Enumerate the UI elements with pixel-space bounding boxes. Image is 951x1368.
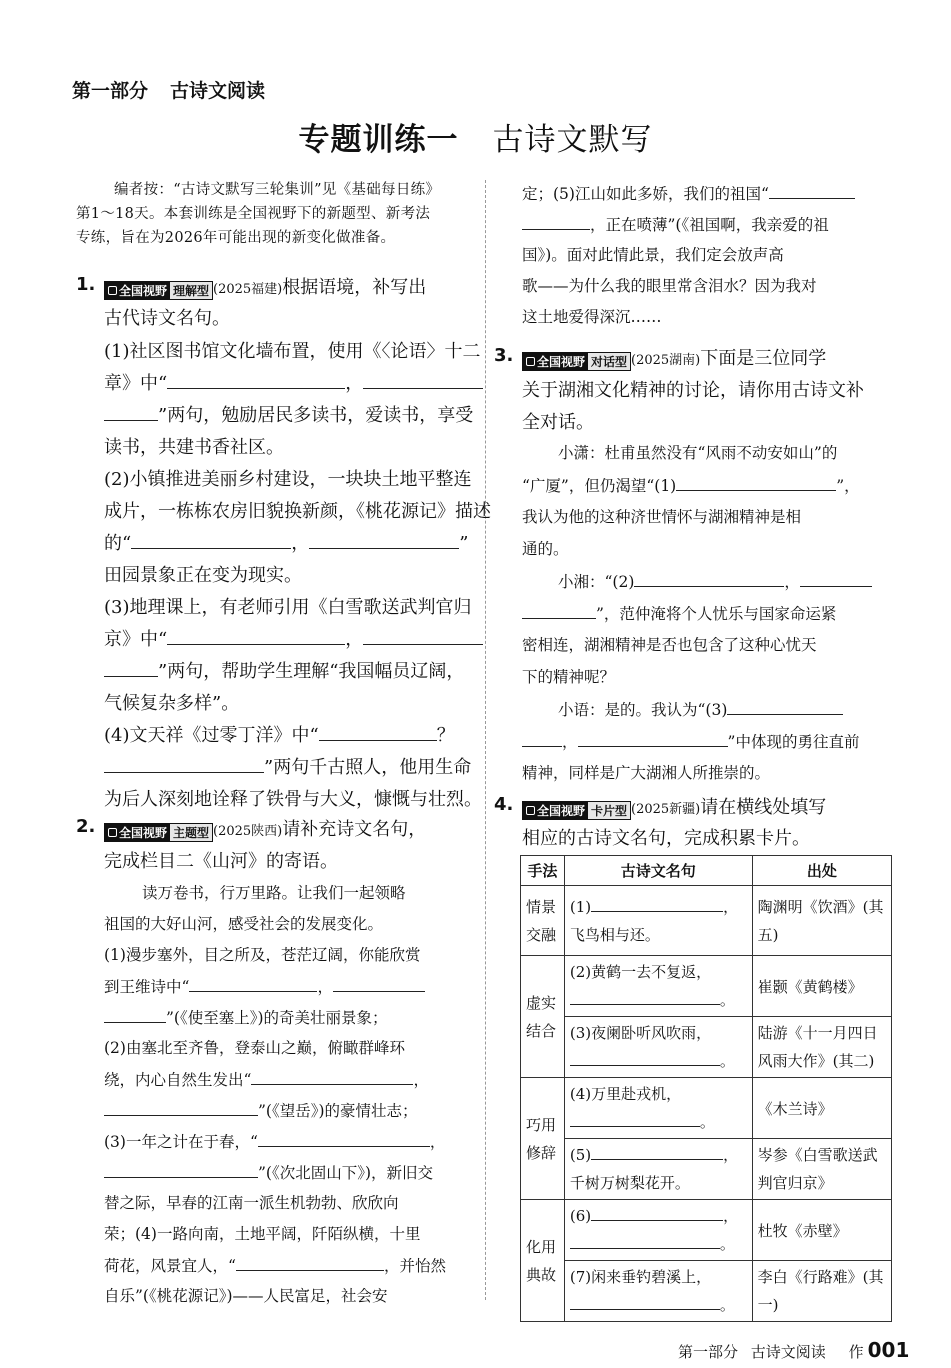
answer-blank[interactable] (251, 1067, 413, 1085)
answer-blank[interactable] (591, 1142, 723, 1160)
technique-cell: 情景交融 (521, 886, 565, 956)
technique-cell: 巧用修辞 (521, 1078, 565, 1200)
globe-icon (526, 357, 535, 366)
answer-blank[interactable] (319, 723, 437, 741)
answer-blank[interactable] (591, 1203, 723, 1221)
table-row (521, 1078, 892, 1139)
answer-blank[interactable] (189, 974, 317, 992)
technique-cell: 虚实结合 (521, 956, 565, 1078)
question-number: 4. (494, 794, 514, 815)
answer-blank[interactable] (591, 894, 723, 912)
globe-icon (526, 806, 535, 815)
answer-blank[interactable] (104, 755, 264, 773)
answer-blank[interactable] (131, 531, 291, 549)
table-row (521, 886, 892, 956)
answer-blank[interactable] (522, 212, 590, 230)
header-technique: 手法 (521, 856, 565, 886)
globe-icon (108, 828, 117, 837)
source-cell: 李白《行路难》(其一) (752, 1261, 891, 1322)
type-badge: 全国视野 对话型 (522, 352, 631, 371)
verse-cell: (4)万里赴戎机， 。 (564, 1078, 752, 1139)
source-cell: 陆游《十一月四日风雨大作》(其二) (752, 1017, 891, 1078)
question-number: 3. (494, 345, 514, 366)
footer-zuo: 作 (848, 1343, 864, 1361)
title-sub: 古诗文默写 (492, 122, 653, 158)
answer-blank[interactable] (104, 403, 158, 421)
part-label: 第一部分 (72, 80, 149, 102)
answer-blank[interactable] (522, 601, 596, 619)
header-verse: 古诗文名句 (564, 856, 752, 886)
answer-blank[interactable] (578, 729, 728, 747)
answer-blank[interactable] (570, 1292, 720, 1310)
title-main: 专题训练一 (298, 122, 459, 158)
answer-blank[interactable] (634, 569, 784, 587)
column-divider (485, 180, 486, 1300)
answer-blank[interactable] (522, 729, 562, 747)
globe-icon (108, 286, 117, 295)
note-line: 专练，旨在为2026年可能出现的新变化做准备。 (76, 230, 396, 246)
verse-cell: (6) ， 。 (564, 1200, 752, 1261)
answer-blank[interactable] (570, 1048, 720, 1066)
answer-blank[interactable] (104, 659, 158, 677)
verse-cell: (1) ， 飞鸟相与还。 (564, 886, 752, 956)
table-row (521, 1017, 892, 1078)
verse-cell: (2)黄鹤一去不复返， 。 (564, 956, 752, 1017)
verse-cell: (3)夜阑卧听风吹雨， 。 (564, 1017, 752, 1078)
answer-blank[interactable] (727, 697, 843, 715)
answer-blank[interactable] (676, 473, 836, 491)
question-number: 1. (76, 274, 96, 295)
answer-blank[interactable] (104, 1098, 258, 1116)
answer-blank[interactable] (363, 627, 483, 645)
section-label: 古诗文阅读 (170, 80, 266, 102)
question-number: 2. (76, 816, 96, 837)
editor-note (76, 178, 474, 250)
section-heading (72, 76, 265, 103)
answer-blank[interactable] (236, 1253, 384, 1271)
source-cell: 崔颢《黄鹤楼》 (752, 956, 891, 1017)
verse-cell: (7)闲来垂钓碧溪上， 。 (564, 1261, 752, 1322)
answer-blank[interactable] (570, 987, 720, 1005)
page-footer (678, 1338, 909, 1362)
answer-blank[interactable] (363, 371, 483, 389)
table-row (521, 1261, 892, 1322)
source-cell: 杜牧《赤壁》 (752, 1200, 891, 1261)
table-row (521, 1139, 892, 1200)
technique-cell: 化用典故 (521, 1200, 565, 1322)
answer-blank[interactable] (104, 1005, 166, 1023)
table-row (521, 956, 892, 1017)
answer-blank[interactable] (258, 1129, 430, 1147)
table-header-row (521, 856, 892, 886)
footer-part: 第一部分 (678, 1343, 739, 1361)
accumulation-card-table (520, 855, 892, 1322)
answer-blank[interactable] (333, 974, 425, 992)
note-line: 第1～18天。本套训练是全国视野下的新题型、新考法 (76, 206, 431, 222)
answer-blank[interactable] (570, 1109, 700, 1127)
answer-blank[interactable] (800, 569, 872, 587)
type-badge: 全国视野 卡片型 (522, 801, 631, 820)
footer-section: 古诗文阅读 (750, 1343, 826, 1361)
table-row (521, 1200, 892, 1261)
source-cell: 岑参《白雪歌送武判官归京》 (752, 1139, 891, 1200)
source-cell: 陶渊明《饮酒》(其五) (752, 886, 891, 956)
verse-cell: (5) ， 千树万树梨花开。 (564, 1139, 752, 1200)
answer-blank[interactable] (167, 371, 345, 389)
type-badge: 全国视野 主题型 (104, 823, 213, 842)
answer-blank[interactable] (167, 627, 345, 645)
source-cell: 《木兰诗》 (752, 1078, 891, 1139)
answer-blank[interactable] (769, 181, 855, 199)
note-line: 编者按：“古诗文默写三轮集训”见《基础每日练》 (114, 182, 441, 198)
page-number: 001 (867, 1338, 910, 1362)
type-badge: 全国视野 理解型 (104, 281, 213, 300)
answer-blank[interactable] (570, 1231, 720, 1249)
page-title (0, 114, 951, 159)
answer-blank[interactable] (104, 1160, 258, 1178)
header-source: 出处 (752, 856, 891, 886)
answer-blank[interactable] (309, 531, 459, 549)
